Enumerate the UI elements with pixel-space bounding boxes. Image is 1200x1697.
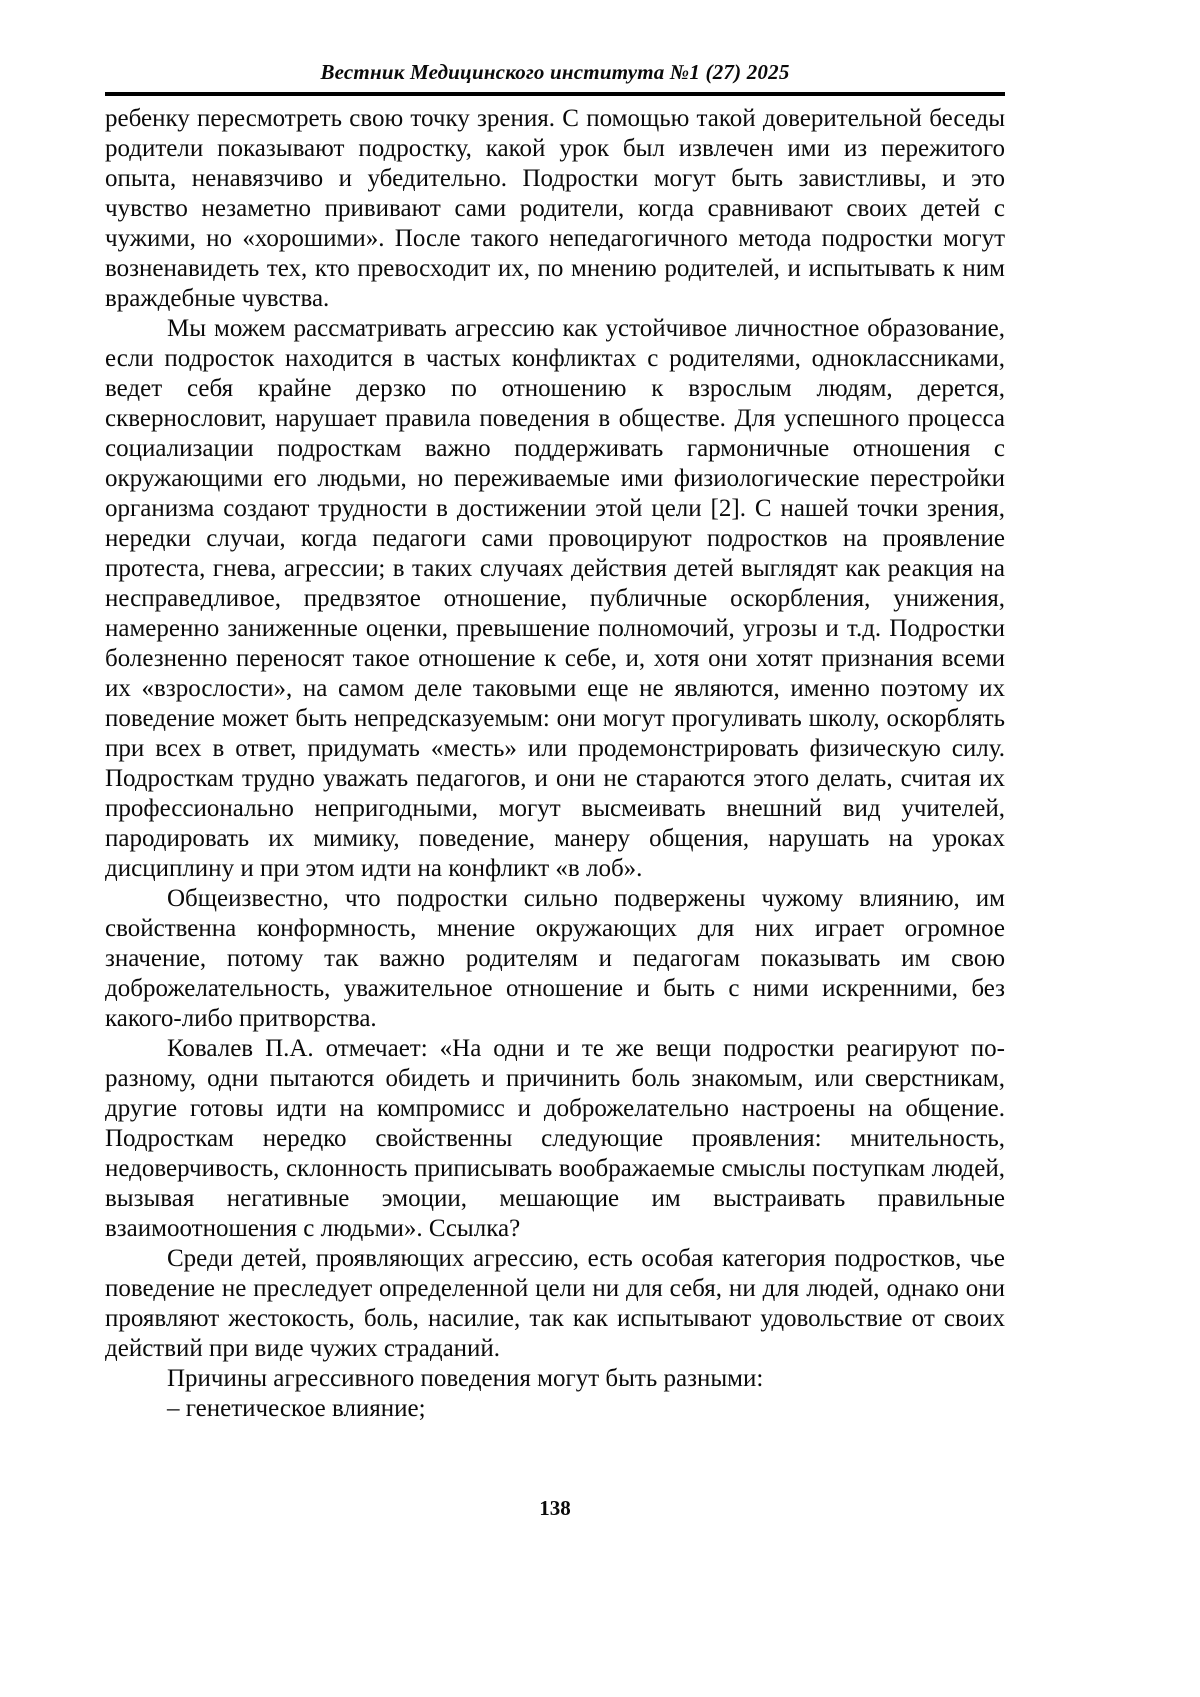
- paragraph-2: Мы можем рассматривать агрессию как устойчивое личностное образование, если подросток находится в частых конфликтах с родителями, одноклассниками, ведет себя крайне дерзко по отношению к взрослым людям, дерется, сквернословит, нарушает правила поведения в обществе. Для успешного процесса социализации подросткам важно поддерживать гармоничные отношения с окружающими его людьми, но переживаемые ими физиологические перестройки организма создают трудности в достижении этой цели [2]. С нашей точки зрения, нередки случаи, когда педагоги сами провоцируют подростков на проявление протеста, гнева, агрессии; в таких случаях действия детей выглядят как реакция на несправедливое, предвзятое отношение, публичные оскорбления, унижения, намеренно заниженные оценки, превышение полномочий, угрозы и т.д. Подростки болезненно переносят такое отношение к себе, и, хотя они хотят признания всеми их «взрослости», на самом деле таковыми еще не являются, именно поэтому их поведение может быть непредсказуемым: они могут прогуливать школу, оскорблять при всех в ответ, придумать «месть» или продемонстрировать физическую силу. Подросткам трудно уважать педагогов, и они не стараются этого делать, считая их профессионально непригодными, могут высмеивать внешний вид учителей, пародировать их мимику, поведение, манеру общения, нарушать на уроках дисциплину и при этом идти на конфликт «в лоб».: [105, 315, 1005, 882]
- page-footer: [105, 1496, 1005, 1521]
- paragraph-5: Среди детей, проявляющих агрессию, есть особая категория подростков, чье поведение не преследует определенной цели ни для себя, ни для людей, однако они проявляют жестокость, боль, насилие, так как испытывают удовольствие от своих действий при виде чужих страданий.: [105, 1245, 1005, 1362]
- header-divider: [105, 92, 1005, 96]
- list-item-genetic: – генетическое влияние;: [167, 1395, 426, 1422]
- page-number: 138: [539, 1496, 571, 1520]
- article-body: [105, 104, 1005, 1424]
- paragraph-6: Причины агрессивного поведения могут быть разными:: [167, 1365, 764, 1392]
- paragraph-4: Ковалев П.А. отмечает: «На одни и те же вещи подростки реагируют по-разному, одни пытаются обидеть и причинить боль знакомым, или сверстникам, другие готовы идти на компромисс и доброжелательно настроены на общение. Подросткам нередко свойственны следующие проявления: мнительность, недоверчивость, склонность приписывать воображаемые смыслы поступкам людей, вызывая негативные эмоции, мешающие им выстраивать правильные взаимоотношения с людьми». Ссылка?: [105, 1035, 1005, 1242]
- paragraph-1: ребенку пересмотреть свою точку зрения. С помощью такой доверительной беседы родители показывают подростку, какой урок был извлечен ими из пережитого опыта, ненавязчиво и убедительно. Подростки могут быть завистливы, и это чувство незаметно прививают сами родители, когда сравнивают своих детей с чужими, но «хорошими». После такого непедагогичного метода подростки могут возненавидеть тех, кто превосходит их, по мнению родителей, и испытывать к ним враждебные чувства.: [105, 105, 1005, 312]
- journal-title: Вестник Медицинского института №1 (27) 2025: [320, 60, 790, 84]
- page-header: [105, 60, 1005, 96]
- paragraph-3: Общеизвестно, что подростки сильно подвержены чужому влиянию, им свойственна конформность, мнение окружающих для них играет огромное значение, потому так важно родителям и педагогам показывать им свою доброжелательность, уважительное отношение и быть с ними искренними, без какого-либо притворства.: [105, 885, 1005, 1032]
